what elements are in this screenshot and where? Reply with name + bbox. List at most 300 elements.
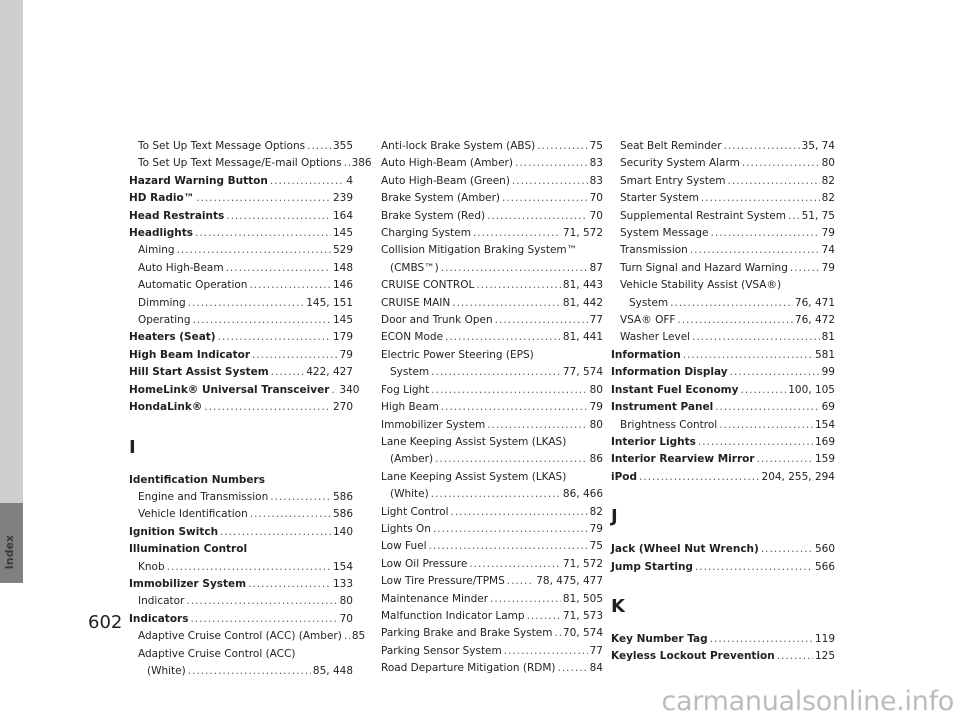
index-entry [129,576,353,593]
index-entry-term: Interior Lights [611,435,696,448]
index-entry [129,646,353,663]
index-entry [129,173,353,190]
index-entry [129,155,372,172]
index-entry-page[interactable]: 82 [821,192,835,205]
index-entry-term: (Amber) [390,453,434,466]
index-entry-term: Information [611,348,681,361]
leader-dots [344,155,350,172]
index-entry-page[interactable]: 70 [339,612,353,625]
leader-dots [639,469,759,486]
leader-dots [683,347,813,364]
leader-dots [196,190,331,207]
leader-dots [451,504,588,521]
leader-dots [307,138,331,155]
leader-dots [270,489,331,506]
index-entry-term: Hill Start Assist System [129,366,269,379]
leader-dots [695,559,813,576]
index-entry [381,382,603,399]
leader-dots [757,451,813,468]
leader-dots [527,608,561,625]
index-entry-page[interactable]: 78, 475, 477 [536,575,603,588]
index-entry [129,190,353,207]
leader-dots [226,208,331,225]
index-entry-page[interactable]: 154 [814,418,835,431]
index-entry-page[interactable]: 140 [332,525,353,538]
index-entry-page[interactable]: 146 [332,279,353,292]
index-entry-term: Indicator [138,595,185,608]
index-entry-term: HondaLink® [129,401,203,414]
index-entry-page[interactable]: 581 [814,348,835,361]
index-entry-term: Light Control [381,505,449,518]
index-entry [381,417,603,434]
index-entry-page[interactable]: 422, 427 [306,366,353,379]
leader-dots [710,631,813,648]
index-entry-page[interactable]: 145 [332,314,353,327]
index-entry [129,208,353,225]
watermark-text: carmanualsonline.info [661,686,954,717]
index-entry-page[interactable]: 100, 105 [788,383,835,396]
index-entry-term: Malfunction Indicator Lamp [381,609,525,622]
index-entry-page[interactable]: 51, 75 [801,209,835,222]
index-entry-term: Key Number Tag [611,632,708,645]
index-entry [129,295,353,312]
index-entry-page[interactable]: 566 [814,560,835,573]
leader-dots [742,155,820,172]
leader-dots [441,260,588,277]
index-entry-page[interactable]: 159 [814,453,835,466]
leader-dots [431,364,561,381]
index-entry-term: Instrument Panel [611,401,714,414]
index-entry-term: Engine and Transmission [138,490,269,503]
index-entry-term: CRUISE CONTROL [381,279,475,292]
leader-dots [761,541,813,558]
leader-dots [252,347,338,364]
leader-dots [188,663,311,680]
index-entry-page[interactable]: 586 [332,490,353,503]
index-entry [381,225,603,242]
index-entry-term: Vehicle Stability Assist (VSA®) [620,279,782,292]
leader-dots [435,451,588,468]
index-entry-page[interactable]: 82 [589,505,603,518]
leader-dots [270,173,344,190]
leader-dots [248,576,331,593]
leader-dots [537,138,587,155]
index-entry-page[interactable]: 148 [332,261,353,274]
index-entry-term: Security System Alarm [620,157,740,170]
index-entry [611,260,835,277]
index-column-1 [129,138,372,680]
index-entry-page[interactable]: 71, 572 [562,227,603,240]
index-entry [381,138,603,155]
index-entry-term: Collision Mitigation Braking System™ [381,244,578,257]
index-entry-term: Auto High-Beam (Green) [381,174,510,187]
index-entry-term: Lights On [381,522,431,535]
index-entry-page[interactable]: 239 [332,192,353,205]
index-entry-term: Parking Sensor System [381,644,502,657]
index-tab-label: Index [3,535,16,570]
index-entry-page[interactable]: 133 [332,577,353,590]
index-entry-term: (White) [390,488,429,501]
index-entry-page[interactable]: 87 [589,261,603,274]
index-entry-term: Indicators [129,612,189,625]
index-entry-page[interactable]: 71, 572 [562,557,603,570]
index-entry-term: Door and Trunk Open [381,314,493,327]
index-entry-term: Head Restraints [129,209,225,222]
index-entry [129,663,353,680]
index-entry-term: HD Radio™ [129,192,195,205]
index-entry-page[interactable]: 77 [589,644,603,657]
index-entry-page[interactable]: 80 [589,383,603,396]
index-entry-page[interactable]: 70 [589,209,603,222]
index-entry-page[interactable]: 204, 255, 294 [761,470,835,483]
leader-dots [441,399,588,416]
page-number: 602 [88,612,123,633]
index-entry-page[interactable]: 154 [332,560,353,573]
index-entry [129,364,353,381]
index-entry-term: High Beam Indicator [129,348,251,361]
leader-dots [220,524,331,541]
leader-dots [226,260,331,277]
index-entry [611,225,835,242]
index-entry-term: Maintenance Minder [381,592,489,605]
index-entry [611,173,835,190]
index-entry-term: Low Oil Pressure [381,557,468,570]
index-entry-term: Illumination Control [129,543,248,556]
index-column-2 [381,138,603,678]
index-letter-heading: J [611,506,618,528]
index-entry [129,277,353,294]
index-entry [381,208,603,225]
leader-dots [167,559,331,576]
index-entry [129,138,353,155]
index-entry [381,190,603,207]
index-entry [129,347,353,364]
index-entry-term: ECON Mode [381,331,444,344]
index-entry-page[interactable]: 4 [346,174,353,187]
leader-dots [728,173,820,190]
index-entry-term: Parking Brake and Brake System [381,627,553,640]
index-entry-term: Vehicle Identification [138,508,248,521]
leader-dots [186,593,337,610]
index-entry [611,364,835,381]
index-entry-page[interactable]: 79 [589,401,603,414]
index-entry [129,399,353,416]
index-letter-heading: K [611,595,625,617]
index-entry-page[interactable]: 70, 574 [562,627,603,640]
index-entry-term: Supplemental Restraint System [620,209,786,222]
index-entry-page[interactable]: 586 [332,508,353,521]
leader-dots [431,486,561,503]
leader-dots [719,417,813,434]
index-entry-page[interactable]: 83 [589,174,603,187]
index-entry-term: iPod [611,470,638,483]
leader-dots [701,190,820,207]
index-entry-term: Anti-lock Brake System (ABS) [381,140,536,152]
index-entry [129,225,353,242]
index-entry [611,451,835,468]
index-entry [129,541,353,558]
leader-dots [445,329,561,346]
index-entry-page[interactable]: 125 [814,650,835,663]
index-entry [129,593,353,610]
index-entry-term: Headlights [129,227,193,240]
index-entry-page[interactable]: 81, 505 [562,592,603,605]
index-entry-term: Auto High-Beam [138,261,224,274]
index-entry-term: Adaptive Cruise Control (ACC) [138,647,296,660]
leader-dots [271,364,305,381]
index-entry-term: Brake System (Red) [381,209,486,222]
index-entry [381,260,603,277]
index-entry-page[interactable]: 270 [332,401,353,414]
index-entry-term: Smart Entry System [620,174,726,187]
index-entry [381,660,603,677]
leader-dots [692,329,820,346]
index-entry-page[interactable]: 99 [821,366,835,379]
leader-dots [195,225,331,242]
index-entry-page[interactable]: 79 [589,522,603,535]
index-entry-page[interactable]: 81, 441 [562,331,603,344]
leader-dots [218,329,331,346]
index-entry-term: Washer Level [620,331,691,344]
index-entry-term: Adaptive Cruise Control (ACC) (Amber) [138,630,342,643]
index-entry-page[interactable]: 80 [821,157,835,170]
index-entry [129,472,353,489]
index-entry [129,329,353,346]
index-entry-page[interactable]: 70 [589,192,603,205]
leader-dots [177,242,331,259]
index-entry-page[interactable]: 79 [339,348,353,361]
leader-dots [740,382,786,399]
index-entry-term: System Message [620,227,709,240]
leader-dots [473,225,561,242]
index-entry-page[interactable]: 77, 574 [562,366,603,379]
index-entry-term: Lane Keeping Assist System (LKAS) [381,470,567,483]
leader-dots [190,611,337,628]
index-entry-page[interactable]: 85 [351,630,366,643]
index-entry [381,155,603,172]
index-entry [611,541,835,558]
index-entry-term: System [390,366,430,379]
index-entry-page[interactable]: 169 [814,435,835,448]
index-entry-page[interactable]: 75 [589,540,603,553]
leader-dots [431,382,587,399]
index-entry-term: Identification Numbers [129,473,265,486]
index-entry [611,277,835,294]
index-entry [611,329,835,346]
index-entry-page[interactable]: 81 [821,331,835,344]
index-entry-page[interactable]: 119 [814,632,835,645]
index-entry-term: Knob [138,560,165,573]
index-entry-term: Auto High-Beam (Amber) [381,157,513,170]
leader-dots [711,225,820,242]
index-entry-page[interactable]: 74 [821,244,835,257]
leader-dots [790,260,820,277]
index-entry [129,524,353,541]
index-entry [381,451,603,468]
leader-dots [331,382,337,399]
index-entry-term: (CMBS™) [390,261,439,274]
index-entry-page[interactable]: 81, 442 [562,296,603,309]
index-entry [611,347,835,364]
leader-dots [344,628,350,645]
index-entry [381,591,603,608]
index-entry [381,173,603,190]
index-entry [129,312,353,329]
index-entry [129,260,353,277]
index-entry-term: Jack (Wheel Nut Wrench) [611,543,759,556]
index-entry-term: Brightness Control [620,418,718,431]
leader-dots [788,208,800,225]
index-entry [381,573,603,590]
index-entry [381,434,603,451]
index-entry-term: Electric Power Steering (EPS) [381,348,534,361]
index-entry-term: Low Tire Pressure/TPMS [381,575,505,588]
index-entry-page[interactable]: 164 [332,209,353,222]
index-entry-term: Turn Signal and Hazard Warning [620,261,788,274]
leader-dots [777,648,813,665]
index-entry [611,190,835,207]
index-letter-heading: I [129,436,136,458]
index-entry-term: High Beam [381,401,439,414]
index-entry [381,329,603,346]
index-entry-term: Seat Belt Reminder [620,140,722,152]
index-entry [611,417,835,434]
index-entry-term: Jump Starting [611,560,693,573]
index-entry-term: Ignition Switch [129,525,219,538]
leader-dots [188,295,305,312]
index-entry-term: Interior Rearview Mirror [611,453,755,466]
index-entry [129,382,360,399]
index-entry-page[interactable]: 75 [589,140,603,152]
leader-dots [677,312,793,329]
leader-dots [495,312,588,329]
index-entry [611,434,835,451]
leader-dots [452,295,561,312]
leader-dots [670,295,793,312]
leader-dots [433,521,588,538]
index-entry-page[interactable]: 145, 151 [306,296,353,309]
index-entry-page[interactable]: 76, 472 [794,314,835,327]
index-entry-page[interactable]: 80 [589,418,603,431]
index-entry-page[interactable]: 560 [814,543,835,556]
leader-dots [690,242,820,259]
index-entry [381,399,603,416]
index-entry [381,643,603,660]
index-entry [129,611,353,628]
index-column-3 [611,138,835,666]
leader-dots [554,625,560,642]
index-entry-page[interactable]: 179 [332,331,353,344]
index-entry [381,295,603,312]
index-entry-term: Fog Light [381,383,430,396]
index-entry [129,506,353,523]
index-entry-term: Operating [138,314,191,327]
index-entry-page[interactable]: 35, 74 [801,140,835,152]
index-entry-term: Aiming [138,244,175,257]
index-entry [129,628,366,645]
index-entry [611,399,835,416]
index-entry-page[interactable]: 85, 448 [312,664,353,677]
leader-dots [504,643,588,660]
index-entry-page[interactable]: 76, 471 [794,296,835,309]
index-entry-page[interactable]: 86, 466 [562,488,603,501]
index-entry-term: (White) [147,664,186,677]
index-entry-page[interactable]: 69 [821,401,835,414]
leader-dots [490,591,561,608]
index-entry-page[interactable]: 79 [821,227,835,240]
leader-dots [502,190,588,207]
index-entry [611,295,835,312]
index-entry [611,648,835,665]
leader-dots [204,399,331,416]
index-entry-term: To Set Up Text Message/E-mail Options [138,157,342,170]
index-entry-page[interactable]: 386 [351,157,372,170]
leader-dots [507,573,534,590]
index-entry [129,242,353,259]
leader-dots [249,277,331,294]
index-entry-page[interactable]: 82 [821,174,835,187]
index-entry [381,625,603,642]
leader-dots [730,364,820,381]
index-entry-term: Immobilizer System [381,418,486,431]
leader-dots [429,538,588,555]
index-entry [381,364,603,381]
leader-dots [715,399,819,416]
index-entry-page[interactable]: 77 [589,314,603,327]
index-entry-page[interactable]: 83 [589,157,603,170]
leader-dots [724,138,800,155]
index-entry-term: Instant Fuel Economy [611,383,739,396]
index-entry-page[interactable]: 80 [339,595,353,608]
index-entry [611,242,835,259]
leader-dots [469,556,561,573]
index-entry-term: CRUISE MAIN [381,296,451,309]
index-entry-term: Transmission [620,244,688,257]
index-entry [129,559,353,576]
index-entry-term: Immobilizer System [129,577,247,590]
index-entry [381,277,603,294]
index-entry [381,312,603,329]
index-side-tab [0,0,23,583]
index-entry-term: HomeLink® Universal Transceiver [129,383,330,396]
index-entry [611,155,835,172]
index-entry-term: Charging System [381,227,471,240]
index-entry [381,504,603,521]
index-entry-term: Automatic Operation [138,279,248,292]
index-entry-page[interactable]: 79 [821,261,835,274]
index-entry-term: Road Departure Mitigation (RDM) [381,662,556,675]
index-entry [381,556,603,573]
leader-dots [250,506,331,523]
index-entry-term: Low Fuel [381,540,427,553]
index-entry [611,559,835,576]
index-entry-page[interactable]: 355 [332,140,353,152]
index-entry-page[interactable]: 340 [339,383,360,396]
index-entry-term: Heaters (Seat) [129,331,216,344]
index-entry-page[interactable]: 71, 573 [562,609,603,622]
index-entry [611,138,835,155]
index-entry-page[interactable]: 145 [332,227,353,240]
index-entry-page[interactable]: 81, 443 [562,279,603,292]
index-entry-page[interactable]: 84 [589,662,603,675]
index-entry-term: Brake System (Amber) [381,192,500,205]
index-entry [611,631,835,648]
index-entry-page[interactable]: 529 [332,244,353,257]
leader-dots [476,277,561,294]
index-entry-page[interactable]: 86 [589,453,603,466]
index-entry [381,486,603,503]
index-entry-term: Hazard Warning Button [129,174,268,187]
